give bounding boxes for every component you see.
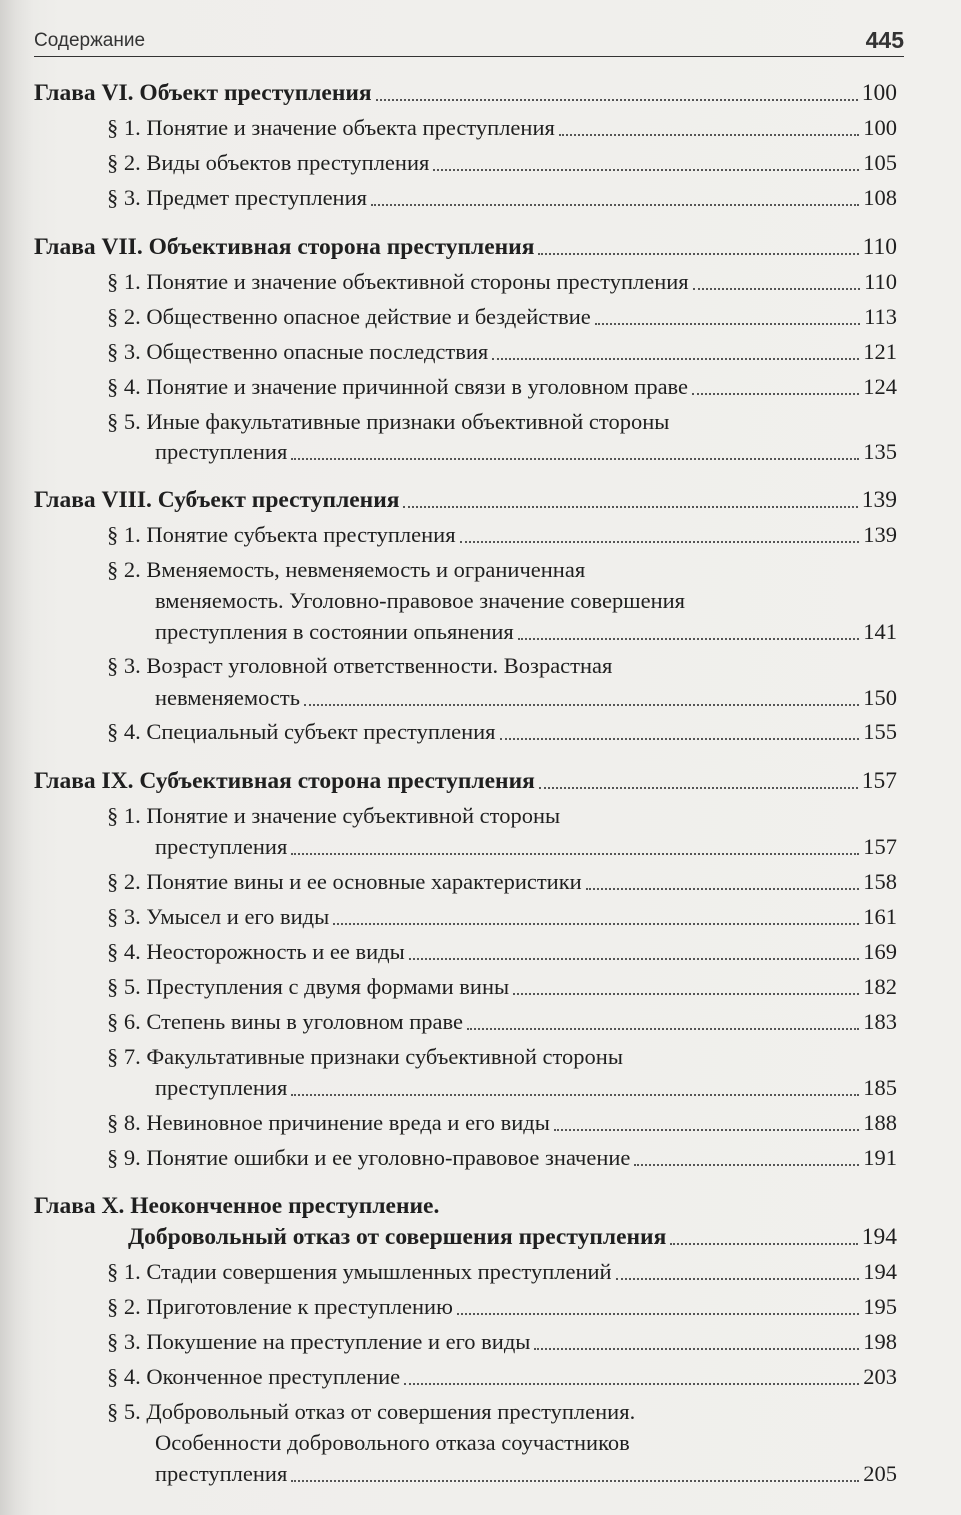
toc-page-number: 100 [863, 115, 897, 140]
toc-section-entry [107, 107, 897, 141]
toc-section-entry [107, 366, 897, 400]
toc-section-entry [155, 677, 897, 711]
toc-page-number: 194 [863, 1259, 897, 1284]
dot-leader [457, 1312, 859, 1315]
toc-entry-title: § 1. Понятие и значение объекта преступления [107, 115, 555, 140]
toc-chapter-entry [128, 1216, 897, 1250]
toc-section-entry [107, 966, 897, 1000]
toc-page-number: 113 [864, 304, 897, 329]
toc-page-number: 183 [863, 1009, 897, 1034]
toc-entry-title: § 3. Покушение на преступление и его виды [107, 1329, 531, 1354]
toc-entry-title: § 1. Понятие и значение субъективной стороны [107, 803, 561, 828]
toc-chapter-entry [34, 479, 897, 513]
section-title: Содержание [34, 30, 146, 51]
toc-section-entry [155, 1067, 897, 1101]
dot-leader [409, 957, 860, 960]
dot-leader [403, 505, 857, 508]
toc-entry-title: § 5. Иные факультативные признаки объективной стороны [107, 409, 670, 434]
toc-page-number: 161 [863, 904, 897, 929]
dot-leader [500, 737, 860, 740]
dot-leader [333, 922, 859, 925]
toc-entry-title: § 2. Виды объектов преступления [107, 150, 430, 175]
page-number: 445 [865, 27, 904, 53]
toc-section-entry [107, 1137, 897, 1171]
toc-entry-title: невменяемость [155, 685, 300, 710]
toc-section-entry [155, 611, 897, 645]
toc-page-number: 185 [863, 1075, 897, 1100]
toc-page-number: 205 [863, 1461, 897, 1486]
dot-leader [513, 992, 859, 995]
dot-leader [492, 357, 859, 360]
toc-entry-title: § 3. Возраст уголовной ответственности. Возрастная [107, 653, 613, 678]
toc-entry-title: Глава X. Неоконченное преступление. [34, 1193, 440, 1219]
page-header [34, 22, 904, 57]
toc-entry-title: § 5. Добровольный отказ от совершения преступления. [107, 1399, 636, 1424]
toc-entry-title: § 3. Умысел и его виды [107, 904, 330, 929]
toc-section-entry [155, 1453, 897, 1487]
toc-page-number: 155 [863, 719, 897, 744]
toc-page-number: 194 [861, 1224, 897, 1250]
toc-section-entry [107, 1286, 897, 1320]
toc-page-number: 150 [863, 685, 897, 710]
dot-leader [693, 287, 860, 290]
toc-page-number: 124 [863, 374, 897, 399]
toc-entry-title: § 1. Понятие и значение объективной стороны преступления [107, 269, 689, 294]
toc-page-number: 105 [863, 150, 897, 175]
toc-chapter-entry [34, 760, 897, 794]
toc-section-entry [107, 514, 897, 548]
dot-leader [433, 168, 859, 171]
toc-section-entry [107, 1251, 897, 1285]
toc-page-number: 100 [861, 80, 897, 106]
toc-entry-title: преступления в состоянии опьянения [155, 619, 514, 644]
toc-section-entry [107, 931, 897, 965]
toc-page-number: 182 [863, 974, 897, 999]
toc-section-entry [107, 795, 897, 829]
dot-leader [460, 540, 860, 543]
toc-page-number: 108 [863, 185, 897, 210]
toc-section-entry [107, 1321, 897, 1355]
dot-leader [371, 203, 859, 206]
toc-page-number: 139 [863, 522, 897, 547]
toc-entry-title: Глава VIII. Субъект преступления [34, 487, 400, 513]
dot-leader [291, 852, 859, 855]
toc-section-entry [107, 1102, 897, 1136]
toc-entry-title: § 5. Преступления с двумя формами вины [107, 974, 510, 999]
dot-leader [304, 703, 859, 706]
toc-section-entry [107, 177, 897, 211]
toc-entry-title: вменяемость. Уголовно-правовое значение совершения [155, 588, 686, 613]
toc-entry-title: Особенности добровольного отказа соучастников [155, 1430, 630, 1455]
toc-section-entry [107, 142, 897, 176]
toc-entry-title: § 4. Оконченное преступление [107, 1364, 401, 1389]
dot-leader [376, 98, 858, 101]
dot-leader [518, 637, 859, 640]
toc-section-entry [107, 645, 897, 679]
dot-leader [404, 1382, 859, 1385]
toc-section-entry [107, 549, 897, 583]
dot-leader [538, 252, 858, 255]
toc-page-number: 110 [864, 269, 897, 294]
toc-page-number: 110 [862, 234, 897, 260]
toc-entry-title: § 6. Степень вины в уголовном праве [107, 1009, 464, 1034]
toc-page-number: 191 [863, 1145, 897, 1170]
toc-entry-title: § 4. Неосторожность и ее виды [107, 939, 405, 964]
toc-chapter-entry [34, 72, 897, 106]
toc-page-number: 121 [863, 339, 897, 364]
toc-entry-title: § 7. Факультативные признаки субъективной стороны [107, 1044, 623, 1069]
toc-chapter-entry [34, 226, 897, 260]
toc-entry-title: § 1. Стадии совершения умышленных преступлений [107, 1259, 612, 1284]
toc-section-entry [107, 1001, 897, 1035]
toc-section-entry [107, 861, 897, 895]
toc-entry-title: преступления [155, 1075, 288, 1100]
toc-section-entry [107, 261, 897, 295]
toc-section-entry [107, 401, 897, 435]
toc-entry-title: § 3. Общественно опасные последствия [107, 339, 489, 364]
dot-leader [291, 457, 859, 460]
toc-page-number: 157 [861, 768, 897, 794]
toc-section-entry [155, 431, 897, 465]
dot-leader [616, 1277, 860, 1280]
dot-leader [634, 1163, 859, 1166]
toc-chapter-entry [34, 1185, 897, 1219]
toc-page-number: 141 [863, 619, 897, 644]
toc-entry-title: преступления [155, 439, 288, 464]
toc-entry-title: § 2. Общественно опасное действие и бездействие [107, 304, 591, 329]
dot-leader [291, 1479, 859, 1482]
toc-section-entry [155, 826, 897, 860]
toc-page-number: 158 [863, 869, 897, 894]
toc-page-number: 157 [863, 834, 897, 859]
toc-section-entry [155, 1422, 897, 1456]
toc-page-number: 203 [863, 1364, 897, 1389]
toc-section-entry [107, 1391, 897, 1425]
toc-entry-title: § 8. Невиновное причинение вреда и его виды [107, 1110, 550, 1135]
dot-leader [539, 786, 858, 789]
toc-section-entry [107, 1036, 897, 1070]
dot-leader [692, 392, 859, 395]
toc-entry-title: § 3. Предмет преступления [107, 185, 367, 210]
toc-page-number: 169 [863, 939, 897, 964]
toc-entry-title: § 4. Понятие и значение причинной связи в уголовном праве [107, 374, 689, 399]
dot-leader [586, 887, 860, 890]
toc-entry-title: § 1. Понятие субъекта преступления [107, 522, 456, 547]
toc-entry-title: преступления [155, 1461, 288, 1486]
toc-page-number: 198 [863, 1329, 897, 1354]
toc-entry-title: Глава IX. Субъективная сторона преступления [34, 768, 535, 794]
toc-entry-title: Глава VI. Объект преступления [34, 80, 372, 106]
dot-leader [595, 322, 860, 325]
toc-entry-title: § 2. Вменяемость, невменяемость и ограниченная [107, 557, 586, 582]
toc-section-entry [107, 296, 897, 330]
dot-leader [534, 1347, 859, 1350]
toc-section-entry [107, 711, 897, 745]
toc-section-entry [107, 331, 897, 365]
toc-entry-title: § 2. Понятие вины и ее основные характеристики [107, 869, 582, 894]
toc-entry-title: Глава VII. Объективная сторона преступления [34, 234, 535, 260]
toc-entry-title: § 2. Приготовление к преступлению [107, 1294, 453, 1319]
toc-section-entry [107, 896, 897, 930]
dot-leader [291, 1093, 859, 1096]
dot-leader [670, 1242, 857, 1245]
toc-entry-title: § 4. Специальный субъект преступления [107, 719, 496, 744]
toc-page-number: 135 [863, 439, 897, 464]
toc-entry-title: преступления [155, 834, 288, 859]
toc-page-number: 188 [863, 1110, 897, 1135]
toc-section-entry [155, 580, 897, 614]
toc-page-number: 195 [863, 1294, 897, 1319]
toc-section-entry [107, 1356, 897, 1390]
toc-page-number: 139 [861, 487, 897, 513]
dot-leader [467, 1027, 859, 1030]
dot-leader [554, 1128, 859, 1131]
toc-entry-title: § 9. Понятие ошибки и ее уголовно-правовое значение [107, 1145, 631, 1170]
toc-entry-title: Добровольный отказ от совершения преступления [128, 1224, 667, 1250]
dot-leader [559, 133, 859, 136]
